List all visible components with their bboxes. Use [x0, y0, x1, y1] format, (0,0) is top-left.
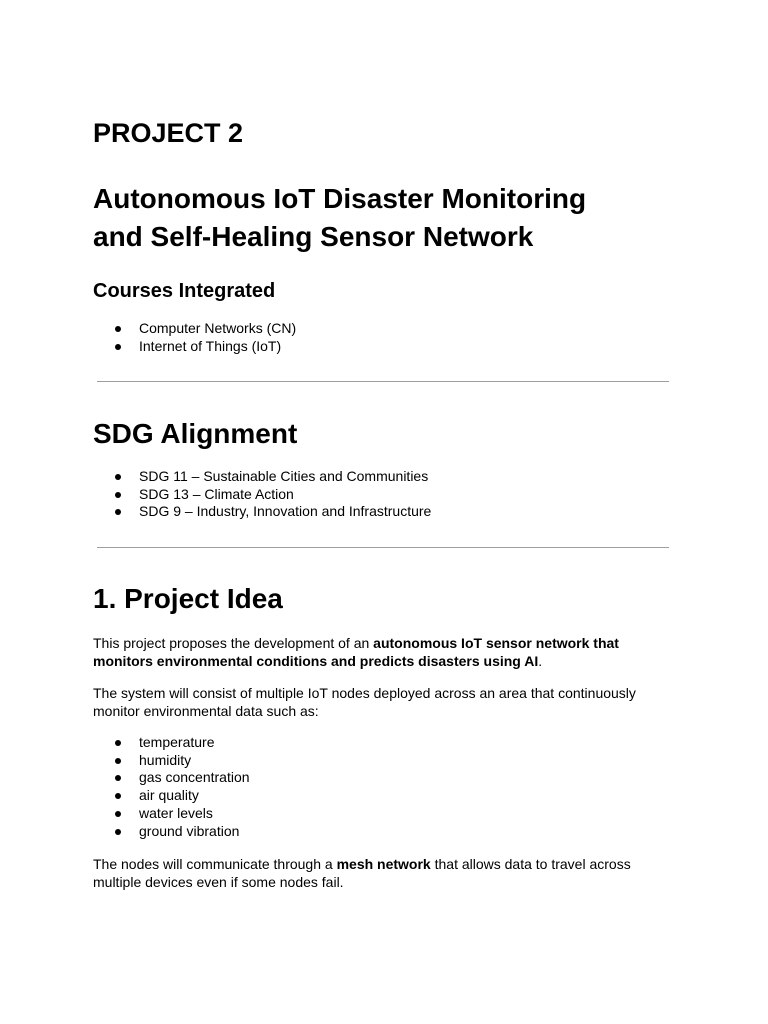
- bullet-icon: [115, 509, 121, 515]
- section-divider: [97, 547, 669, 548]
- data-item-humidity: humidity: [139, 751, 192, 768]
- project-title-line-1: Autonomous IoT Disaster Monitoring: [93, 183, 587, 214]
- project-idea-paragraph-3: [93, 855, 673, 891]
- paragraph-bold-text: mesh network: [336, 856, 431, 872]
- sdg-item-9: SDG 9 – Industry, Innovation and Infrastructure: [139, 503, 432, 520]
- section-divider: [97, 381, 669, 382]
- list-item: [93, 769, 250, 787]
- bullet-icon: [115, 492, 121, 498]
- project-idea-paragraph-1: [93, 634, 673, 670]
- courses-heading: Courses Integrated: [93, 280, 276, 302]
- paragraph-text: .: [538, 653, 543, 669]
- list-item: [93, 320, 296, 338]
- list-item: [93, 468, 431, 486]
- monitored-data-list: [93, 734, 250, 840]
- course-item-iot: Internet of Things (IoT): [139, 337, 282, 354]
- list-item: [93, 752, 250, 770]
- sdg-heading: SDG Alignment: [93, 418, 298, 449]
- sdg-item-13: SDG 13 – Climate Action: [139, 485, 294, 502]
- courses-list: [93, 320, 296, 355]
- list-item: [93, 486, 431, 504]
- bullet-icon: [115, 829, 121, 835]
- list-item: [93, 805, 250, 823]
- paragraph-text: that allows data to travel across multiple devices even if some nodes fail.: [93, 856, 631, 890]
- bullet-icon: [115, 811, 121, 817]
- paragraph-text: This project proposes the development of an: [93, 635, 374, 651]
- list-item: [93, 503, 431, 521]
- bullet-icon: [115, 474, 121, 480]
- bullet-icon: [115, 758, 121, 764]
- project-title: [93, 180, 673, 256]
- data-item-ground-vibration: ground vibration: [139, 822, 240, 839]
- data-item-temperature: temperature: [139, 734, 215, 750]
- bullet-icon: [115, 793, 121, 799]
- sdg-item-11: SDG 11 – Sustainable Cities and Communities: [139, 468, 429, 484]
- paragraph-bold-text: autonomous IoT sensor network that monitors environmental conditions and predicts disasters using AI: [93, 635, 619, 669]
- paragraph-text: The nodes will communicate through a: [93, 856, 337, 872]
- list-item: [93, 338, 296, 356]
- list-item: [93, 823, 250, 841]
- project-idea-heading: 1. Project Idea: [93, 583, 283, 614]
- bullet-icon: [115, 344, 121, 350]
- data-item-gas-concentration: gas concentration: [139, 769, 250, 786]
- course-item-cn: Computer Networks (CN): [139, 320, 297, 336]
- sdg-list: [93, 468, 431, 521]
- data-item-water-levels: water levels: [139, 804, 213, 821]
- list-item: [93, 787, 250, 805]
- data-item-air-quality: air quality: [139, 787, 199, 804]
- list-item: [93, 734, 250, 752]
- bullet-icon: [115, 326, 121, 332]
- project-idea-paragraph-2: The system will consist of multiple IoT nodes deployed across an area that continuously monitor environmental data such as:: [93, 685, 636, 719]
- project-label: PROJECT 2: [93, 118, 244, 148]
- bullet-icon: [115, 775, 121, 781]
- project-title-line-2: and Self-Healing Sensor Network: [93, 221, 534, 252]
- bullet-icon: [115, 740, 121, 746]
